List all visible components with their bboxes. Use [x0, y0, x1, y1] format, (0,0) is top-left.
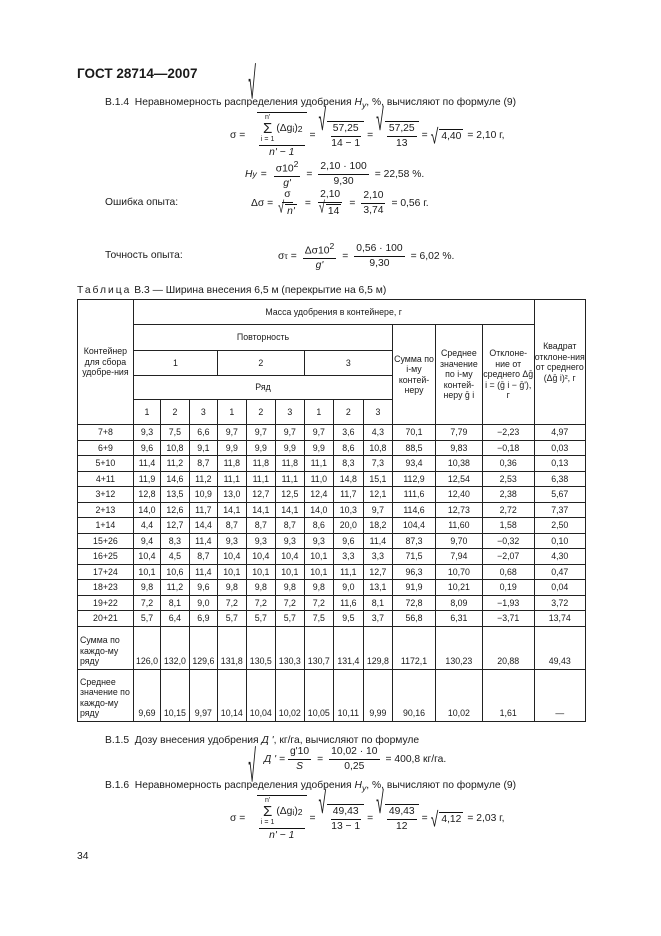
error-label: Ошибка опыта:: [105, 197, 179, 208]
table-cell: 10,1: [304, 549, 334, 565]
table-cell: 91,9: [393, 580, 436, 596]
table-cell: 112,9: [393, 471, 436, 487]
header-square: Квадрат отклоне-ния от среднего (Δḡ i)², г: [534, 300, 586, 425]
header-mean: Среднее значение по i-му контей-неру ḡ i: [435, 325, 482, 425]
table-cell: 7,2: [276, 595, 304, 611]
table-cell: 11,2: [161, 580, 189, 596]
table-cell: 0,19: [482, 580, 534, 596]
document-header: ГОСТ 28714—2007: [77, 66, 198, 81]
row-container-label: 6+9: [78, 440, 134, 456]
table-cell: 3,3: [334, 549, 364, 565]
formula-accuracy: σ τ = $\frac{\Delta\sigma 10^2}{g'}$ = $\frac{0,56 \cdot 100}{9,30}$ = 6,02 %.: [278, 241, 455, 272]
table-cell: 14,1: [276, 502, 304, 518]
sum-row: Сумма по каждо-му ряду 126,0 132,0 129,6 131,8 130,5 130,3 130,7 131,4 129,8 1172,1 130,23 20,88 49,43: [78, 626, 586, 669]
table-cell: 11,8: [246, 456, 276, 472]
table-row: [78, 549, 586, 565]
table-cell: 10,4: [246, 549, 276, 565]
table-cell: 10,9: [189, 487, 217, 503]
table-cell: 8,7: [218, 518, 246, 534]
header-deviation: Отклоне-ние от среднего Δḡ i = (ḡ i − ḡ'), г: [482, 325, 534, 425]
table-cell: 8,7: [189, 549, 217, 565]
table-cell: 15,1: [363, 471, 393, 487]
table-cell: 9,7: [246, 425, 276, 441]
table-cell: 11,1: [276, 471, 304, 487]
table-cell: 12,54: [435, 471, 482, 487]
fertilizer-table: [77, 299, 586, 722]
table-cell: 20,0: [334, 518, 364, 534]
table-cell: 9,9: [246, 440, 276, 456]
table-cell: 8,7: [189, 456, 217, 472]
table-cell: 11,4: [363, 533, 393, 549]
table-cell: 7,2: [133, 595, 160, 611]
table-cell: 9,8: [304, 580, 334, 596]
table-cell: 11,2: [189, 471, 217, 487]
table-cell: 5,7: [218, 611, 246, 627]
table-cell: 6,4: [161, 611, 189, 627]
row-container-label: 3+12: [78, 487, 134, 503]
section-b14-intro: В.1.4 Неравномерность распределения удобрения $H_y$, %, вычисляют по формуле (9): [105, 97, 517, 111]
row-container-label: 19+22: [78, 595, 134, 611]
table-cell: 6,6: [189, 425, 217, 441]
table-cell: 14,4: [189, 518, 217, 534]
table-cell: 8,7: [246, 518, 276, 534]
row-container-label: 17+24: [78, 564, 134, 580]
section-b16-intro: В.1.6 Неравномерность распределения удобрения $H_y$, %, вычисляют по формуле (9): [105, 780, 517, 794]
table-cell: 10,4: [276, 549, 304, 565]
table-cell: 10,3: [334, 502, 364, 518]
table-cell: 2,50: [534, 518, 586, 534]
table-cell: 5,7: [133, 611, 160, 627]
row-container-label: 18+23: [78, 580, 134, 596]
table-cell: 12,6: [161, 502, 189, 518]
row-container-label: 16+25: [78, 549, 134, 565]
table-row: [78, 595, 586, 611]
table-cell: 7,37: [534, 502, 586, 518]
table-cell: 5,7: [246, 611, 276, 627]
table-cell: 9,1: [189, 440, 217, 456]
table-cell: 9,5: [334, 611, 364, 627]
table-cell: 11,1: [218, 471, 246, 487]
table-cell: 87,3: [393, 533, 436, 549]
table-cell: −3,71: [482, 611, 534, 627]
table-cell: 8,3: [161, 533, 189, 549]
table-cell: 3,7: [363, 611, 393, 627]
table-cell: 7,2: [246, 595, 276, 611]
table-cell: 9,3: [246, 533, 276, 549]
table-cell: 7,5: [161, 425, 189, 441]
table-cell: 104,4: [393, 518, 436, 534]
row-container-label: 2+13: [78, 502, 134, 518]
table-cell: 10,1: [304, 564, 334, 580]
table-cell: 93,4: [393, 456, 436, 472]
table-cell: 9,70: [435, 533, 482, 549]
table-cell: 6,38: [534, 471, 586, 487]
table-cell: 9,4: [133, 533, 160, 549]
page-number: 34: [77, 851, 89, 862]
table-row: [78, 487, 586, 503]
table-row: [78, 471, 586, 487]
table-cell: 8,6: [334, 440, 364, 456]
table-row: [78, 502, 586, 518]
table-cell: 8,1: [363, 595, 393, 611]
table-cell: 11,7: [334, 487, 364, 503]
table-cell: 12,73: [435, 502, 482, 518]
table-cell: 70,1: [393, 425, 436, 441]
formula-sigma-1: σ = √ n' Σ i = 1 (Δg i ) 2 n' − 1 = √ $\frac{57,25}{14 - 1}$ = √ $\frac{57,25}{13}$ = √ 4,40 = 2,10 г,: [230, 57, 505, 158]
table-cell: 10,70: [435, 564, 482, 580]
table-cell: 7,2: [304, 595, 334, 611]
table-cell: 10,8: [363, 440, 393, 456]
table-cell: 14,0: [133, 502, 160, 518]
table-cell: 72,8: [393, 595, 436, 611]
table-cell: −2,07: [482, 549, 534, 565]
table-cell: −0,32: [482, 533, 534, 549]
table-cell: 4,97: [534, 425, 586, 441]
table-cell: 11,1: [334, 564, 364, 580]
table-cell: 10,1: [246, 564, 276, 580]
table-cell: 4,3: [363, 425, 393, 441]
table-cell: 9,83: [435, 440, 482, 456]
table-cell: 12,8: [133, 487, 160, 503]
table-cell: 9,7: [276, 425, 304, 441]
row-container-label: 20+21: [78, 611, 134, 627]
header-container: Контейнер для сбора удобре-ния: [78, 300, 134, 425]
table-cell: 14,1: [246, 502, 276, 518]
table-cell: 111,6: [393, 487, 436, 503]
header-sub-2: 2: [161, 400, 189, 425]
table-row: [78, 580, 586, 596]
table-cell: 14,8: [334, 471, 364, 487]
table-cell: 1,58: [482, 518, 534, 534]
table-cell: 18,2: [363, 518, 393, 534]
header-sub-5: 2: [246, 400, 276, 425]
table-cell: 11,6: [334, 595, 364, 611]
row-container-label: 1+14: [78, 518, 134, 534]
header-row: Ряд: [133, 376, 392, 400]
formula-sigma-2: σ = √ n' Σ i = 1 (Δg i ) 2 n' − 1 = √ $\frac{49,43}{13 - 1}$ = √ $\frac{49,43}{12}$ = √ 4,12 = 2,03 г,: [230, 740, 505, 841]
table-cell: 0,03: [534, 440, 586, 456]
table-cell: 10,4: [218, 549, 246, 565]
table-cell: 9,3: [304, 533, 334, 549]
table-cell: 11,4: [133, 456, 160, 472]
table-cell: 7,94: [435, 549, 482, 565]
table-cell: 12,7: [161, 518, 189, 534]
formula-dose: Д ' = $\frac{g'10}{S}$ = $\frac{10,02 \cdot 10}{0,25}$ = 400,8 кг/га.: [264, 746, 447, 772]
table-cell: 9,8: [246, 580, 276, 596]
formula-error: Δσ = σ √ n' = 2,10 √ 14 = $\frac{2,10}{3,74}$ = 0,56 г.: [251, 189, 429, 217]
header-sub-1: 1: [133, 400, 160, 425]
table-cell: 2,53: [482, 471, 534, 487]
header-sum: Сумма по i-му контей-неру: [393, 325, 436, 425]
table-cell: 0,10: [534, 533, 586, 549]
table-cell: 7,2: [218, 595, 246, 611]
table-row: [78, 425, 586, 441]
table-cell: −0,18: [482, 440, 534, 456]
table-cell: 6,9: [189, 611, 217, 627]
table-cell: 10,1: [133, 564, 160, 580]
table-cell: 6,31: [435, 611, 482, 627]
table-cell: 10,1: [218, 564, 246, 580]
table-cell: 8,09: [435, 595, 482, 611]
table-cell: 9,9: [304, 440, 334, 456]
table-cell: 8,6: [304, 518, 334, 534]
table-cell: 11,4: [189, 533, 217, 549]
header-sub-9: 3: [363, 400, 393, 425]
table-cell: 12,4: [304, 487, 334, 503]
table-cell: 8,1: [161, 595, 189, 611]
table-cell: 12,7: [363, 564, 393, 580]
table-cell: 9,3: [218, 533, 246, 549]
table-cell: 7,5: [304, 611, 334, 627]
table-row: [78, 518, 586, 534]
header-sub-6: 3: [276, 400, 304, 425]
header-mass: Масса удобрения в контейнере, г: [133, 300, 534, 325]
table-row: [78, 611, 586, 627]
table-cell: 12,40: [435, 487, 482, 503]
table-cell: 11,8: [276, 456, 304, 472]
table-cell: 8,3: [334, 456, 364, 472]
table-cell: 13,1: [363, 580, 393, 596]
table-cell: 2,72: [482, 502, 534, 518]
table-cell: 13,0: [218, 487, 246, 503]
table-row: [78, 533, 586, 549]
row-container-label: 4+11: [78, 471, 134, 487]
table-cell: 14,0: [304, 502, 334, 518]
table-cell: 71,5: [393, 549, 436, 565]
formula-hy: H y = $\frac{\sigma 10^2}{g'}$ = $\frac{2,10 \cdot 100}{9,30}$ = 22,58 %.: [245, 159, 425, 190]
table-cell: 7,3: [363, 456, 393, 472]
table-cell: 11,8: [218, 456, 246, 472]
table-cell: −2,23: [482, 425, 534, 441]
header-repeat-3: 3: [304, 351, 393, 376]
table-cell: 8,7: [276, 518, 304, 534]
table-cell: 0,13: [534, 456, 586, 472]
accuracy-label: Точность опыта:: [105, 250, 183, 261]
header-sub-7: 1: [304, 400, 334, 425]
table-cell: 3,72: [534, 595, 586, 611]
table-cell: 9,6: [334, 533, 364, 549]
table-row: [78, 564, 586, 580]
table-cell: 0,36: [482, 456, 534, 472]
table-cell: 10,21: [435, 580, 482, 596]
table-caption: Таблица В.3 — Ширина внесения 6,5 м (перекрытие на 6,5 м): [77, 285, 387, 296]
table-cell: 9,9: [276, 440, 304, 456]
header-repeat-1: 1: [133, 351, 217, 376]
row-container-label: 7+8: [78, 425, 134, 441]
table-cell: 0,04: [534, 580, 586, 596]
table-cell: 9,9: [218, 440, 246, 456]
table-cell: 3,6: [334, 425, 364, 441]
table-cell: 9,8: [133, 580, 160, 596]
table-cell: 9,7: [363, 502, 393, 518]
table-cell: 96,3: [393, 564, 436, 580]
table-row: [78, 456, 586, 472]
table-cell: 4,4: [133, 518, 160, 534]
header-repeat: Повторность: [133, 325, 392, 351]
table-row: [78, 440, 586, 456]
table-cell: 11,2: [161, 456, 189, 472]
table-cell: 114,6: [393, 502, 436, 518]
header-sub-8: 2: [334, 400, 364, 425]
table-cell: −1,93: [482, 595, 534, 611]
table-cell: 9,0: [334, 580, 364, 596]
table-cell: 4,5: [161, 549, 189, 565]
table-cell: 9,0: [189, 595, 217, 611]
table-cell: 88,5: [393, 440, 436, 456]
table-cell: 13,5: [161, 487, 189, 503]
header-repeat-2: 2: [218, 351, 304, 376]
table-cell: 9,7: [218, 425, 246, 441]
table-cell: 7,79: [435, 425, 482, 441]
row-container-label: 5+10: [78, 456, 134, 472]
table-cell: 0,47: [534, 564, 586, 580]
table-cell: 9,8: [218, 580, 246, 596]
table-cell: 10,6: [161, 564, 189, 580]
table-cell: 11,1: [246, 471, 276, 487]
table-cell: 2,38: [482, 487, 534, 503]
table-cell: 9,6: [189, 580, 217, 596]
header-sub-3: 3: [189, 400, 217, 425]
table-cell: 5,67: [534, 487, 586, 503]
table-cell: 13,74: [534, 611, 586, 627]
table-cell: 14,1: [218, 502, 246, 518]
table-cell: 5,7: [276, 611, 304, 627]
table-cell: 12,7: [246, 487, 276, 503]
table-cell: 9,6: [133, 440, 160, 456]
table-cell: 9,3: [133, 425, 160, 441]
table-cell: 0,68: [482, 564, 534, 580]
table-cell: 11,4: [189, 564, 217, 580]
table-cell: 10,8: [161, 440, 189, 456]
table-cell: 14,6: [161, 471, 189, 487]
table-cell: 10,1: [276, 564, 304, 580]
row-container-label: 15+26: [78, 533, 134, 549]
header-sub-4: 1: [218, 400, 246, 425]
table-cell: 3,3: [363, 549, 393, 565]
table-cell: 11,60: [435, 518, 482, 534]
section-b15-intro: В.1.5 Дозу внесения удобрения Д ', кг/га, вычисляют по формуле: [105, 735, 420, 746]
table-cell: 9,7: [304, 425, 334, 441]
table-cell: 10,4: [133, 549, 160, 565]
table-cell: 4,30: [534, 549, 586, 565]
table-cell: 11,1: [304, 456, 334, 472]
table-cell: 11,9: [133, 471, 160, 487]
table-cell: 10,38: [435, 456, 482, 472]
table-cell: 12,1: [363, 487, 393, 503]
table-cell: 56,8: [393, 611, 436, 627]
table-cell: 11,0: [304, 471, 334, 487]
table-cell: 9,3: [276, 533, 304, 549]
mean-row: Среднее значение по каждо-му ряду 9,69 10,15 9,97 10,14 10,04 10,02 10,05 10,11 9,99 90,16 10,02 1,61 —: [78, 669, 586, 721]
table-cell: 12,5: [276, 487, 304, 503]
table-cell: 11,7: [189, 502, 217, 518]
table-cell: 9,8: [276, 580, 304, 596]
